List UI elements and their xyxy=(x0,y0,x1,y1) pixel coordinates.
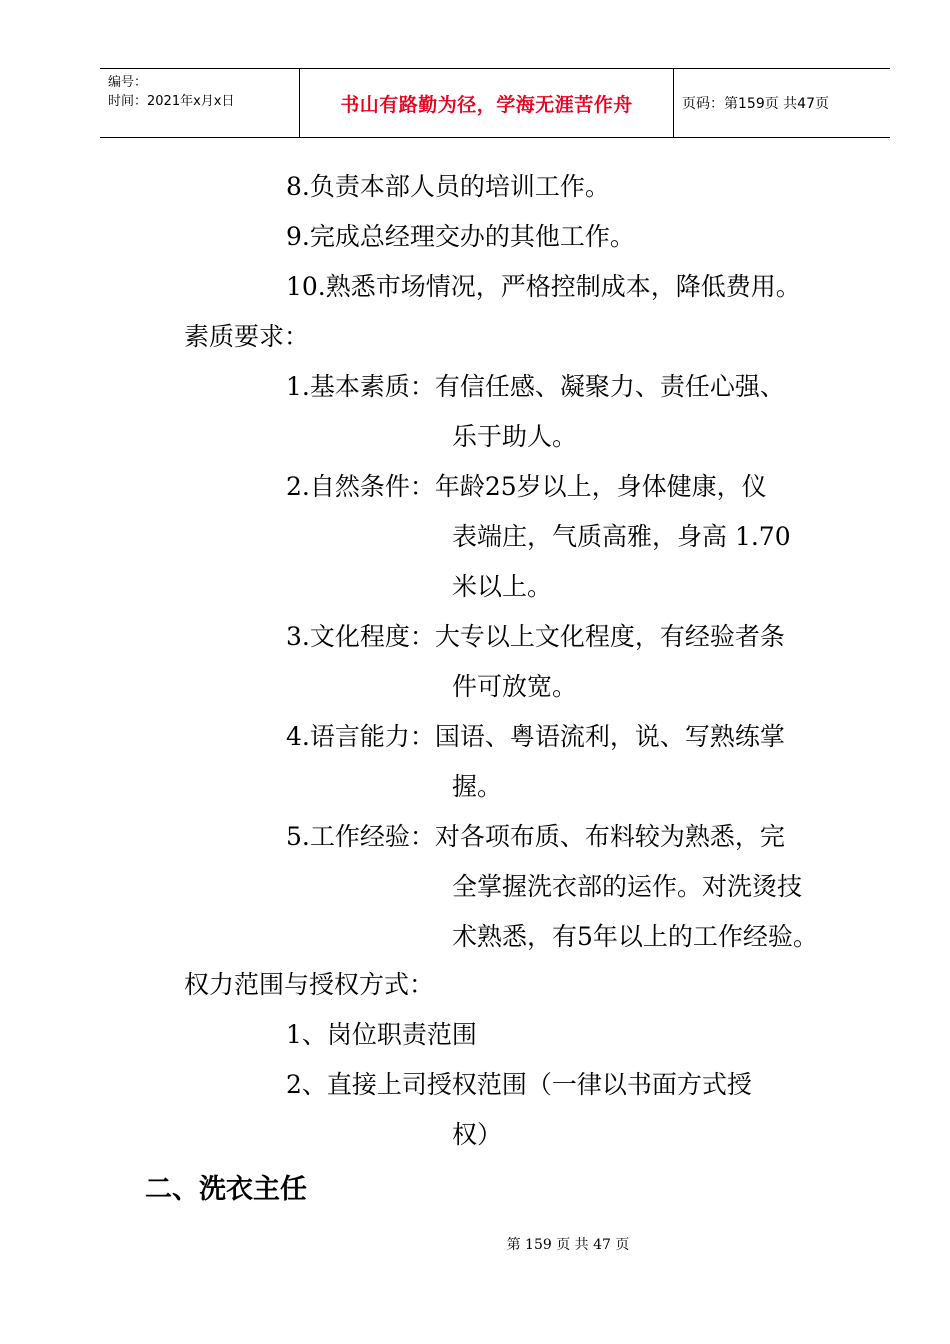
quality-line: 5.工作经验：对各项布质、布料较为熟悉，完 xyxy=(286,822,785,851)
time-label: 时间：2021年x月x日 xyxy=(108,94,235,109)
section-title: 二、洗衣主任 xyxy=(145,1174,307,1205)
quality-line: 握。 xyxy=(452,772,503,801)
footer-page-number: 第 159 页 共 47 页 xyxy=(506,1237,630,1253)
authority-heading: 权力范围与授权方式： xyxy=(184,970,435,999)
page-info: 页码：第159页 共47页 xyxy=(682,96,829,112)
quality-line: 米以上。 xyxy=(452,572,553,601)
duty-line: 8.负责本部人员的培训工作。 xyxy=(286,172,610,201)
quality-line: 乐于助人。 xyxy=(452,422,578,451)
quality-line: 全掌握洗衣部的运作。对洗烫技 xyxy=(452,872,803,901)
duty-line: 10.熟悉市场情况，严格控制成本，降低费用。 xyxy=(286,272,801,301)
authority-line: 权） xyxy=(452,1120,503,1149)
quality-line: 表端庄，气质高雅，身高 1.70 xyxy=(452,522,791,551)
quality-line: 1.基本素质：有信任感、凝聚力、责任心强、 xyxy=(286,372,785,401)
quality-line: 2.自然条件：年龄25岁以上，身体健康，仪 xyxy=(286,472,767,501)
header-meta xyxy=(100,69,300,137)
authority-line: 2、直接上司授权范围（一律以书面方式授 xyxy=(286,1070,752,1099)
quality-line: 3.文化程度：大专以上文化程度，有经验者条 xyxy=(286,622,785,651)
header-table xyxy=(100,68,890,138)
duty-line: 9.完成总经理交办的其他工作。 xyxy=(286,222,635,251)
authority-line: 1、岗位职责范围 xyxy=(286,1020,477,1049)
quality-line: 术熟悉，有5年以上的工作经验。 xyxy=(452,922,818,951)
motto: 书山有路勤为径，学海无涯苦作舟 xyxy=(300,69,674,137)
quality-line: 4.语言能力：国语、粤语流利，说、写熟练掌 xyxy=(286,722,785,751)
quality-line: 件可放宽。 xyxy=(452,672,578,701)
number-label: 编号： xyxy=(108,75,148,90)
quality-heading: 素质要求： xyxy=(184,322,310,351)
